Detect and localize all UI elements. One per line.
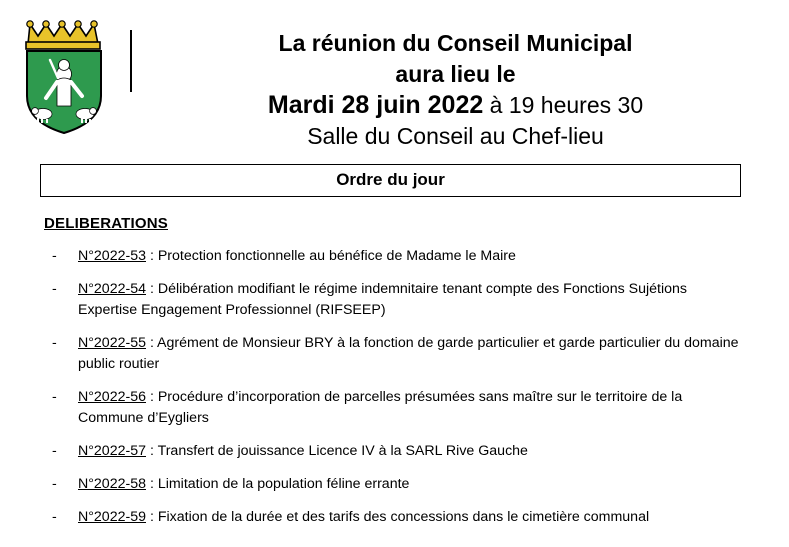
- deliberation-desc: : Transfert de jouissance Licence IV à la SARL Rive Gauche: [146, 443, 528, 459]
- coat-of-arms-icon: [16, 18, 114, 136]
- deliberation-ref: N°2022-54: [78, 281, 146, 297]
- list-item-bullet: -: [52, 248, 57, 264]
- meeting-title-line-1: La réunion du Conseil Municipal: [278, 30, 633, 56]
- deliberation-desc: : Protection fonctionnelle au bénéfice de Madame le Maire: [146, 248, 516, 264]
- list-item-text: [78, 246, 743, 267]
- deliberation-ref: N°2022-55: [78, 335, 146, 351]
- list-item-bullet: -: [52, 509, 57, 525]
- deliberation-ref: N°2022-58: [78, 476, 146, 492]
- meeting-time: à 19 heures 30: [483, 92, 644, 118]
- deliberation-desc: : Fixation de la durée et des tarifs des concessions dans le cimetière communal: [146, 509, 650, 525]
- list-item-text: [78, 441, 743, 462]
- deliberation-desc: : Délibération modifiant le régime indemnitaire tenant compte des Fonctions Sujétions Expertise Engagement Professionnel (RIFSEEP): [78, 281, 687, 318]
- list-item: [52, 279, 743, 321]
- list-item-bullet: -: [52, 335, 57, 351]
- list-item: [52, 333, 743, 375]
- list-item-bullet: -: [52, 476, 57, 492]
- deliberations-list: [0, 246, 789, 528]
- list-item-text: [78, 474, 743, 495]
- deliberation-desc: : Procédure d’incorporation de parcelles présumées sans maître sur le territoire de la Commune d’Eygliers: [78, 389, 683, 426]
- list-item-text: [78, 387, 743, 429]
- deliberation-ref: N°2022-59: [78, 509, 146, 525]
- header-title-block: [132, 14, 789, 152]
- list-item-text: [78, 333, 743, 375]
- list-item: [52, 246, 743, 267]
- crest-container: [0, 14, 130, 136]
- list-item: [52, 441, 743, 462]
- list-item-bullet: -: [52, 443, 57, 459]
- deliberation-desc: : Limitation de la population féline errante: [146, 476, 410, 492]
- meeting-title-line-2: aura lieu le: [395, 61, 516, 87]
- list-item: [52, 474, 743, 495]
- deliberation-ref: N°2022-56: [78, 389, 146, 405]
- deliberation-desc: : Agrément de Monsieur BRY à la fonction de garde particulier et garde particulier du domaine public routier: [78, 335, 739, 372]
- meeting-date-line: [152, 90, 759, 121]
- deliberations-section-title: DELIBERATIONS: [44, 215, 168, 232]
- list-item: [52, 387, 743, 429]
- agenda-heading-label: Ordre du jour: [336, 170, 445, 189]
- document-header: [0, 0, 789, 152]
- deliberation-ref: N°2022-57: [78, 443, 146, 459]
- meeting-date-bold: Mardi 28 juin 2022: [267, 91, 484, 119]
- agenda-heading-box: [40, 164, 741, 197]
- list-item-bullet: -: [52, 281, 57, 297]
- list-item-text: [78, 507, 743, 528]
- list-item-bullet: -: [52, 389, 57, 405]
- meeting-location: Salle du Conseil au Chef-lieu: [307, 123, 604, 149]
- list-item: [52, 507, 743, 528]
- deliberation-ref: N°2022-53: [78, 248, 146, 264]
- list-item-text: [78, 279, 743, 321]
